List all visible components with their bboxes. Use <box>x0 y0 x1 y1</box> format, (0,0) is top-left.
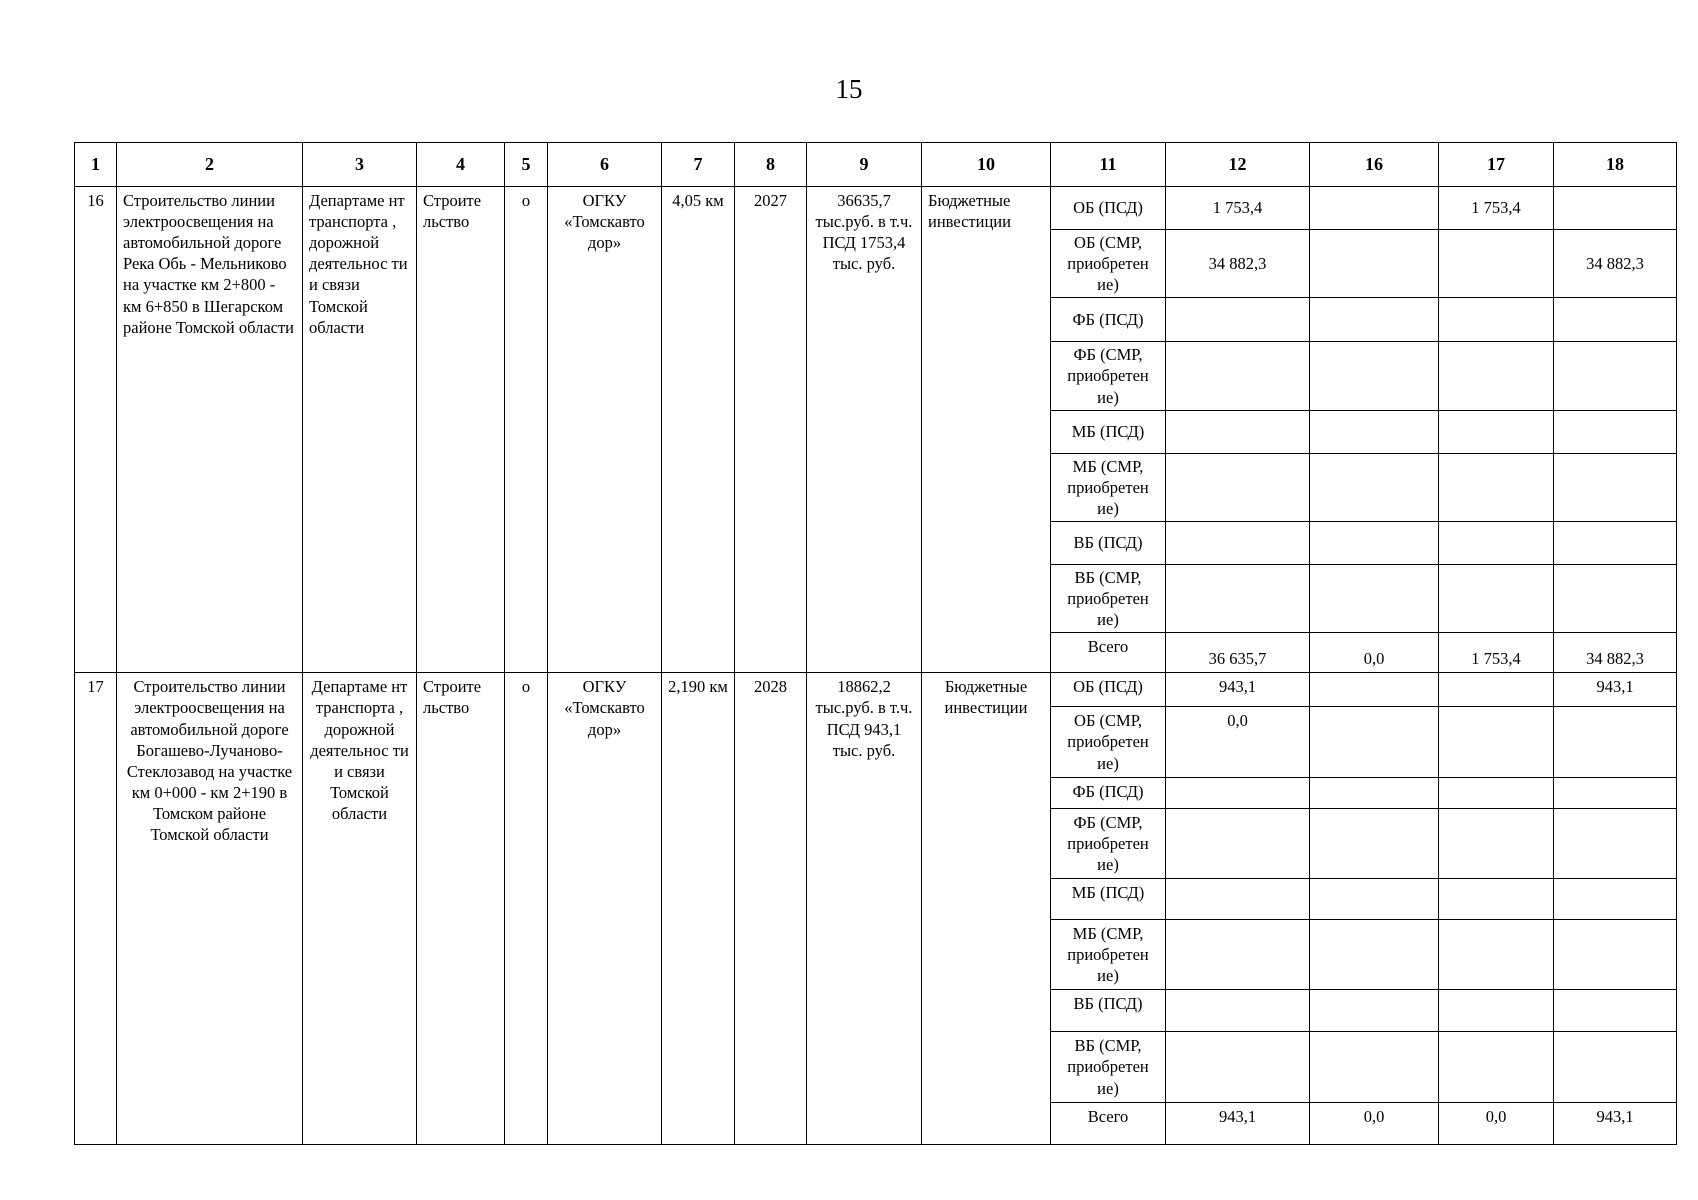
value-col-18 <box>1554 298 1677 342</box>
value-col-12 <box>1166 453 1310 521</box>
value-col-17 <box>1439 673 1554 707</box>
source-label: ВБ (СМР, приобретен ие) <box>1051 564 1166 632</box>
value-col-18 <box>1554 453 1677 521</box>
estimated-cost: 18862,2 тыс.руб. в т.ч. ПСД 943,1 тыс. руб. <box>807 673 922 1144</box>
object-name: Строительство линии электроосвещения на автомобильной дороге Богашево-Лучаново-Стеклозавод на участке км 0+000 - км 2+190 в Томском районе Томской области <box>117 673 303 1144</box>
row-number: 17 <box>75 673 117 1144</box>
value-col-16 <box>1310 342 1439 410</box>
table-row <box>75 187 1677 230</box>
header-cell: 16 <box>1310 143 1439 187</box>
source-label: МБ (ПСД) <box>1051 878 1166 919</box>
department: Департаме нт транспорта , дорожной деятельнос ти и связи Томской области <box>303 187 417 673</box>
header-cell: 17 <box>1439 143 1554 187</box>
value-col-18 <box>1554 808 1677 878</box>
value-col-17 <box>1439 878 1554 919</box>
source-label: Всего <box>1051 633 1166 673</box>
header-cell: 9 <box>807 143 922 187</box>
value-col-16 <box>1310 777 1439 808</box>
table-row <box>75 673 1677 707</box>
value-col-16 <box>1310 990 1439 1032</box>
value-col-17 <box>1439 808 1554 878</box>
value-col-18: 34 882,3 <box>1554 230 1677 298</box>
value-col-17: 1 753,4 <box>1439 633 1554 673</box>
header-cell: 4 <box>417 143 505 187</box>
header-cell: 11 <box>1051 143 1166 187</box>
value-col-16 <box>1310 673 1439 707</box>
value-col-17 <box>1439 298 1554 342</box>
source-label: ОБ (СМР, приобретен ие) <box>1051 230 1166 298</box>
value-col-17 <box>1439 1032 1554 1102</box>
column-5-value: о <box>505 673 548 1144</box>
value-col-17 <box>1439 230 1554 298</box>
value-col-17 <box>1439 564 1554 632</box>
value-col-12 <box>1166 298 1310 342</box>
financing-form: Бюджетные инвестиции <box>922 673 1051 1144</box>
source-label: ОБ (ПСД) <box>1051 673 1166 707</box>
header-cell: 18 <box>1554 143 1677 187</box>
source-label: ФБ (СМР, приобретен ие) <box>1051 808 1166 878</box>
value-col-18 <box>1554 187 1677 230</box>
header-cell: 5 <box>505 143 548 187</box>
page-number: 15 <box>835 74 863 104</box>
value-col-17 <box>1439 521 1554 564</box>
value-col-18 <box>1554 410 1677 453</box>
value-col-16 <box>1310 187 1439 230</box>
value-col-18 <box>1554 564 1677 632</box>
length: 4,05 км <box>662 187 735 673</box>
value-col-16 <box>1310 808 1439 878</box>
value-col-16 <box>1310 521 1439 564</box>
value-col-18 <box>1554 919 1677 989</box>
header-cell: 7 <box>662 143 735 187</box>
value-col-12: 1 753,4 <box>1166 187 1310 230</box>
value-col-12 <box>1166 919 1310 989</box>
department: Департаме нт транспорта , дорожной деятельнос ти и связи Томской области <box>303 673 417 1144</box>
value-col-17 <box>1439 453 1554 521</box>
value-col-12 <box>1166 777 1310 808</box>
value-col-17: 0,0 <box>1439 1102 1554 1144</box>
value-col-16: 0,0 <box>1310 633 1439 673</box>
value-col-17 <box>1439 410 1554 453</box>
year: 2028 <box>735 673 807 1144</box>
value-col-12: 36 635,7 <box>1166 633 1310 673</box>
value-col-12 <box>1166 990 1310 1032</box>
value-col-16: 0,0 <box>1310 1102 1439 1144</box>
value-col-18 <box>1554 707 1677 777</box>
year: 2027 <box>735 187 807 673</box>
value-col-16 <box>1310 230 1439 298</box>
value-col-12: 943,1 <box>1166 673 1310 707</box>
work-type: Строите льство <box>417 187 505 673</box>
value-col-16 <box>1310 919 1439 989</box>
financing-form: Бюджетные инвестиции <box>922 187 1051 673</box>
investment-table <box>74 142 1677 1145</box>
value-col-17: 1 753,4 <box>1439 187 1554 230</box>
source-label: ОБ (ПСД) <box>1051 187 1166 230</box>
source-label: МБ (ПСД) <box>1051 410 1166 453</box>
value-col-12 <box>1166 410 1310 453</box>
value-col-16 <box>1310 1032 1439 1102</box>
value-col-18 <box>1554 342 1677 410</box>
source-label: Всего <box>1051 1102 1166 1144</box>
value-col-18: 943,1 <box>1554 1102 1677 1144</box>
estimated-cost: 36635,7 тыс.руб. в т.ч. ПСД 1753,4 тыс. руб. <box>807 187 922 673</box>
value-col-16 <box>1310 410 1439 453</box>
source-label: ФБ (ПСД) <box>1051 298 1166 342</box>
source-label: МБ (СМР, приобретен ие) <box>1051 919 1166 989</box>
header-cell: 3 <box>303 143 417 187</box>
source-label: ВБ (ПСД) <box>1051 990 1166 1032</box>
length: 2,190 км <box>662 673 735 1144</box>
customer: ОГКУ «Томскавто дор» <box>548 673 662 1144</box>
header-cell: 10 <box>922 143 1051 187</box>
header-cell: 8 <box>735 143 807 187</box>
value-col-12 <box>1166 521 1310 564</box>
header-cell: 6 <box>548 143 662 187</box>
value-col-12 <box>1166 342 1310 410</box>
work-type: Строите льство <box>417 673 505 1144</box>
value-col-18 <box>1554 777 1677 808</box>
value-col-17 <box>1439 777 1554 808</box>
value-col-17 <box>1439 707 1554 777</box>
value-col-12 <box>1166 808 1310 878</box>
source-label: ВБ (ПСД) <box>1051 521 1166 564</box>
value-col-17 <box>1439 990 1554 1032</box>
value-col-12 <box>1166 1032 1310 1102</box>
header-row <box>75 143 1677 187</box>
value-col-17 <box>1439 342 1554 410</box>
value-col-16 <box>1310 453 1439 521</box>
value-col-12 <box>1166 878 1310 919</box>
value-col-17 <box>1439 919 1554 989</box>
value-col-12: 943,1 <box>1166 1102 1310 1144</box>
source-label: ОБ (СМР, приобретен ие) <box>1051 707 1166 777</box>
source-label: МБ (СМР, приобретен ие) <box>1051 453 1166 521</box>
value-col-12 <box>1166 564 1310 632</box>
source-label: ФБ (ПСД) <box>1051 777 1166 808</box>
header-cell: 2 <box>117 143 303 187</box>
value-col-12: 0,0 <box>1166 707 1310 777</box>
value-col-18: 34 882,3 <box>1554 633 1677 673</box>
value-col-16 <box>1310 878 1439 919</box>
header-cell: 1 <box>75 143 117 187</box>
value-col-16 <box>1310 564 1439 632</box>
value-col-18 <box>1554 990 1677 1032</box>
value-col-16 <box>1310 707 1439 777</box>
source-label: ФБ (СМР, приобретен ие) <box>1051 342 1166 410</box>
value-col-16 <box>1310 298 1439 342</box>
column-5-value: о <box>505 187 548 673</box>
header-cell: 12 <box>1166 143 1310 187</box>
value-col-12: 34 882,3 <box>1166 230 1310 298</box>
value-col-18 <box>1554 1032 1677 1102</box>
value-col-18: 943,1 <box>1554 673 1677 707</box>
value-col-18 <box>1554 521 1677 564</box>
object-name: Строительство линии электроосвещения на автомобильной дороге Река Обь - Мельниково на участке км 2+800 - км 6+850 в Шегарском районе Томской области <box>117 187 303 673</box>
row-number: 16 <box>75 187 117 673</box>
value-col-18 <box>1554 878 1677 919</box>
customer: ОГКУ «Томскавто дор» <box>548 187 662 673</box>
source-label: ВБ (СМР, приобретен ие) <box>1051 1032 1166 1102</box>
